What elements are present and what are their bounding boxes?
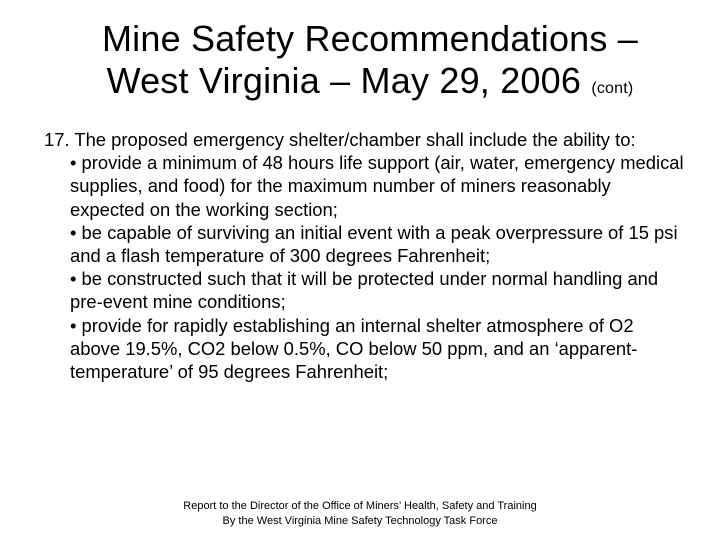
bullet-item: • provide a minimum of 48 hours life support (air, water, emergency medical supplies, and food) for the maximum number of miners reasonably expected on the working section; <box>70 152 684 220</box>
title-line-1: Mine Safety Recommendations – <box>101 18 639 59</box>
item-intro: 17. The proposed emergency shelter/chamber shall include the ability to: <box>44 129 636 150</box>
footer-line-1: Report to the Director of the Office of Miners’ Health, Safety and Training <box>183 500 537 512</box>
title-line-2 <box>40 60 700 110</box>
slide-title <box>40 18 700 110</box>
title-cont-label: (cont) <box>591 80 634 97</box>
bullet-item: • be constructed such that it will be protected under normal handling and pre-event mine conditions; <box>70 268 659 313</box>
title-line-2-text: West Virginia – May 29, 2006 <box>106 60 582 101</box>
bullet-item: • be capable of surviving an initial event with a peak overpressure of 15 psi and a flash temperature of 300 degrees Fahrenheit; <box>70 221 678 267</box>
bullet-item: • provide for rapidly establishing an internal shelter atmosphere of O2 above 19.5%, CO2 below 0.5%, CO below 50 ppm, and an ‘apparent-temperature’ of 95 degrees Fahrenheit; <box>70 314 638 383</box>
recommendation-item-17 <box>44 128 684 383</box>
bullet-list <box>44 151 684 383</box>
footer-line-2: By the West Virginia Mine Safety Technology Task Force <box>222 515 498 527</box>
slide-footer <box>0 499 720 529</box>
